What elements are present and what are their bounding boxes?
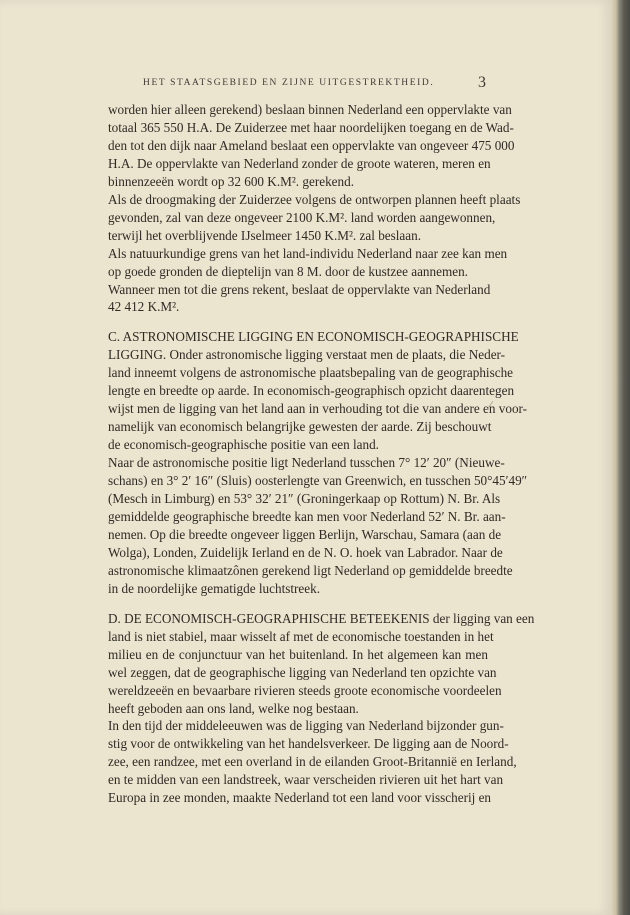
text-line: Wolga), Londen, Zuidelijk Ierland en de N. O. hoek van Labrador. Naar de [108,544,503,560]
text-line: Europa in zee monden, maakte Nederland tot een land voor visscherij en [108,790,492,806]
text-line: in de noordelijke gematigde luchtstreek. [108,580,321,596]
text-line: en te midden van een landstreek, waar verscheiden rivieren uit het hart van [108,772,504,788]
text-line: terwijl het overblijvende IJselmeer 1450 K.M². zal beslaan. [108,227,422,243]
text-line: Als natuurkundige grens van het land-individu Nederland naar zee kan men [108,245,508,261]
running-head [118,76,488,94]
text-line: gevonden, zal van deze ongeveer 2100 K.M². land worden aangewonnen, [108,209,496,225]
text-line: lengte en breedte op aarde. In economisch-geographisch opzicht daarentegen [108,383,515,399]
text-line: wereldzeeën en bevaarbare rivieren steeds groote economische voordeelen [108,682,502,698]
text-line: wijst men de ligging van het land aan in verhouding tot die van andere en voor- [108,401,528,417]
text-line: land inneemt volgens de astronomische plaatsbepaling van de geographische [108,365,514,381]
text-line: schans) en 3° 2′ 16″ (Sluis) oosterlengte van Greenwich, en tusschen 50°45′49″ [108,473,528,489]
text-line: worden hier alleen gerekend) beslaan binnen Nederland een oppervlakte van [108,102,512,117]
text-line: wel zeggen, dat de geographische ligging van Nederland ten opzichte van [108,664,497,680]
section-gap [108,316,488,328]
text-line: 42 412 K.M². [108,299,180,315]
body-text [108,101,535,807]
page-edge [612,0,630,915]
text-line: den tot den dijk naar Ameland beslaat een oppervlakte van ongeveer 475 000 [108,137,515,153]
text-line: binnenzeeën wordt op 32 600 K.M². gerekend. [108,173,355,189]
text-line: namelijk van economisch belangrijke gewesten der aarde. Zij beschouwt [108,419,492,435]
text-line: LIGGING. Onder astronomische ligging verstaat men de plaats, die Neder- [108,347,506,363]
page-number: 3 [478,74,486,91]
text-line: astronomische klimaatzônen gerekend ligt Nederland op gemiddelde breedte [108,562,513,578]
text-line: C. ASTRONOMISCHE LIGGING EN ECONOMISCH-GEOGRAPHISCHE [108,329,519,345]
text-line: Als de droogmaking der Zuiderzee volgens de ontworpen plannen heeft plaats [108,191,521,207]
text-line: (Mesch in Limburg) en 53° 32′ 21″ (Groningerkaap op Rottum) N. Br. Als [108,491,501,507]
text-line: Wanneer men tot die grens rekent, beslaat de oppervlakte van Nederland [108,281,491,297]
running-title: HET STAATSGEBIED EN ZIJNE UITGESTREKTHEID. [143,78,435,88]
text-line: land is niet stabiel, maar wisselt af met de economische toestanden in het [108,628,494,644]
section-gap [108,598,488,610]
text-line: zee, een randzee, met een overland in de eilanden Groot-Britannië en Ierland, [108,754,517,770]
text-line: nemen. Op die breedte ongeveer liggen Berlijn, Warschau, Samara (aan de [108,526,502,542]
text-line: de economisch-geographische positie van een land. [108,437,379,453]
text-line: D. DE ECONOMISCH-GEOGRAPHISCHE BETEEKENIS der ligging van een [108,610,535,626]
text-line: op goede gronden de dieptelijn van 8 M. door de kustzee aannemen. [108,263,468,279]
text-line: heeft geboden aan ons land, welke nog bestaan. [108,700,359,716]
text-line: milieu en de conjunctuur van het buitenland. In het algemeen kan men [108,646,488,662]
text-line: Naar de astronomische positie ligt Nederland tusschen 7° 12′ 20″ (Nieuwe- [108,455,505,471]
text-line: gemiddelde geographische breedte kan men voor Nederland 52′ N. Br. aan- [108,508,506,524]
text-line: H.A. De oppervlakte van Nederland zonder de groote wateren, meren en [108,155,491,171]
text-line: In den tijd der middeleeuwen was de ligging van Nederland bijzonder gun- [108,718,504,734]
text-line: stig voor de ontwikkeling van het handelsverkeer. De ligging aan de Noord- [108,736,509,752]
text-line: totaal 365 550 H.A. De Zuiderzee met haar noordelijken toegang en de Wad- [108,119,514,135]
